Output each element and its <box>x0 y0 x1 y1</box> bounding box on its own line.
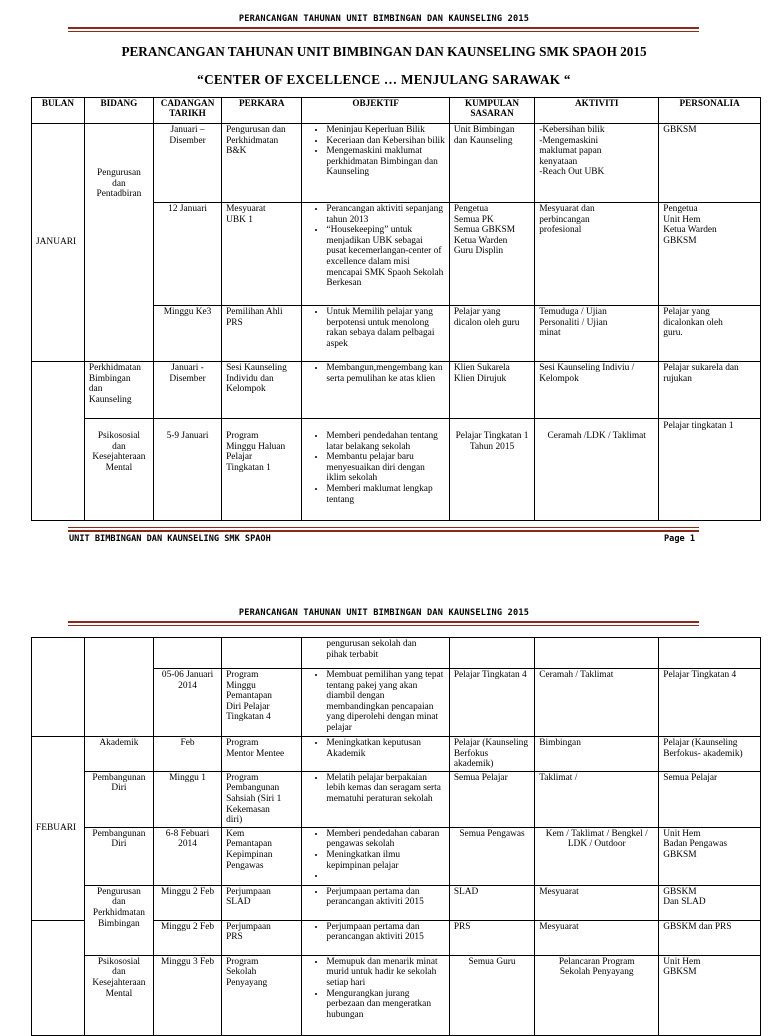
tarikh-cell: Minggu 3 Feb <box>153 955 221 1035</box>
objektif-cell <box>302 920 449 955</box>
aktiviti-cell: Sesi Kaunseling Indiviu / Kelompok <box>535 362 659 419</box>
tarikh-cell: 05-06 Januari 2014 <box>153 669 221 737</box>
plan-table-page-1 <box>31 97 761 521</box>
month-cell-empty <box>32 920 85 1035</box>
tarikh-cell: Januari – Disember <box>153 124 221 203</box>
perkara-cell: Pengurusan dan Perkhidmatan B&K <box>222 124 302 203</box>
objektif-item: • Mengurangkan jurang perbezaan dan mengeratkan hubungan <box>326 989 444 1021</box>
running-header: PERANCANGAN TAHUNAN UNIT BIMBINGAN DAN KAUNSELING 2015 <box>238 608 530 618</box>
objektif-item: • Mengemaskini maklumat perkhidmatan Bimbingan dan Kaunseling <box>326 146 444 178</box>
header-rule <box>68 27 699 32</box>
month-cell: JANUARI <box>32 124 85 362</box>
objektif-item <box>326 871 444 882</box>
aktiviti-cell: Temuduga / Ujian Personaliti / Ujian minat <box>535 306 659 362</box>
sasaran-cell: Pelajar Tingkatan 4 <box>449 669 534 737</box>
objektif-item: • Memberi maklumat lengkap tentang <box>326 484 444 505</box>
perkara-cell: Mesyuarat UBK 1 <box>222 203 302 306</box>
bidang-cell: Psikososial dan Kesejahteraan Mental <box>84 419 153 521</box>
aktiviti-cell: Taklimat / <box>535 771 659 827</box>
page-2 <box>0 600 768 1024</box>
sasaran-cell <box>449 638 534 669</box>
footer-unit-name: UNIT BIMBINGAN DAN KAUNSELING SMK SPAOH <box>69 534 271 544</box>
objektif-item: • Meningkatkan keputusan Akademik <box>326 738 444 759</box>
tarikh-cell <box>153 638 221 669</box>
aktiviti-cell <box>535 638 659 669</box>
perkara-cell: Program Minggu Haluan Pelajar Tingkatan 1 <box>222 419 302 521</box>
sasaran-cell: Pelajar yang dicalon oleh guru <box>449 306 534 362</box>
objektif-item: • Melatih pelajar berpakaian lebih kemas dan seragam serta mematuhi peraturan sekolah <box>326 773 444 805</box>
objektif-cell <box>302 203 449 306</box>
bidang-cell: Akademik <box>84 737 153 772</box>
header-rule <box>68 621 699 626</box>
aktiviti-cell: Mesyuarat <box>535 885 659 920</box>
objektif-item: • Meningkatkan ilmu kepimpinan pelajar <box>326 850 444 871</box>
tarikh-cell: 12 Januari <box>153 203 221 306</box>
personalia-cell: Unit Hem Badan Pengawas GBKSM <box>659 827 761 885</box>
month-cell: FEBUARI <box>32 737 85 921</box>
objektif-cell <box>302 885 449 920</box>
aktiviti-cell: Kem / Taklimat / Bengkel / LDK / Outdoor <box>535 827 659 885</box>
sasaran-cell: Semua Guru <box>449 955 534 1035</box>
tarikh-cell: 5-9 Januari <box>153 419 221 521</box>
objektif-cell <box>302 419 449 521</box>
personalia-cell: GBSKM dan PRS <box>659 920 761 955</box>
aktiviti-cell: Bimbingan <box>535 737 659 772</box>
objektif-item: • Untuk Memilih pelajar yang berpotensi untuk menolong rakan sebaya dalam pelbagai aspek <box>326 307 444 349</box>
personalia-cell: Unit Hem GBKSM <box>659 955 761 1035</box>
personalia-cell: Semua Pelajar <box>659 771 761 827</box>
tarikh-cell: 6-8 Febuari 2014 <box>153 827 221 885</box>
col-header: AKTIVITI <box>535 98 659 124</box>
aktiviti-cell: -Kebersihan bilik -Mengemaskini maklumat papan kenyataan -Reach Out UBK <box>535 124 659 203</box>
aktiviti-cell: Pelancaran Program Sekolah Penyayang <box>535 955 659 1035</box>
objektif-item: • Membantu pelajar baru menyesuaikan diri dengan iklim sekolah <box>326 452 444 484</box>
sasaran-cell: SLAD <box>449 885 534 920</box>
page-number: Page 1 <box>664 534 696 544</box>
objektif-item: • Membangun,mengembang kan serta pemulihan ke atas klien <box>326 363 444 384</box>
month-cell-empty <box>32 638 85 737</box>
month-cell-empty <box>32 362 85 521</box>
perkara-cell: Perjumpaan PRS <box>222 920 302 955</box>
col-header: KUMPULAN SASARAN <box>449 98 534 124</box>
personalia-cell: Pelajar Tingkatan 4 <box>659 669 761 737</box>
personalia-cell: Pengetua Unit Hem Ketua Warden GBKSM <box>659 203 761 306</box>
col-header: BULAN <box>32 98 85 124</box>
sasaran-cell: Pengetua Semua PK Semua GBKSM Ketua Warden Guru Displin <box>449 203 534 306</box>
perkara-cell: Program Mentor Mentee <box>222 737 302 772</box>
table-header-row <box>32 98 761 124</box>
running-header: PERANCANGAN TAHUNAN UNIT BIMBINGAN DAN KAUNSELING 2015 <box>238 14 530 24</box>
personalia-cell: GBSKM Dan SLAD <box>659 885 761 920</box>
objektif-cell <box>302 737 449 772</box>
tarikh-cell: Feb <box>153 737 221 772</box>
objektif-cell <box>302 955 449 1035</box>
objektif-cell <box>302 669 449 737</box>
aktiviti-cell: Mesyuarat <box>535 920 659 955</box>
bidang-cell: Pembangunan Diri <box>84 771 153 827</box>
sasaran-cell: PRS <box>449 920 534 955</box>
personalia-cell: Pelajar tingkatan 1 <box>659 419 761 521</box>
personalia-cell: Pelajar yang dicalonkan oleh guru. <box>659 306 761 362</box>
table-row <box>32 885 761 920</box>
perkara-cell: Program Pembangunan Sahsiah (Siri 1 Kekemasan diri) <box>222 771 302 827</box>
sasaran-cell: Semua Pelajar <box>449 771 534 827</box>
personalia-cell: Pelajar sukarela dan rujukan <box>659 362 761 419</box>
table-row <box>32 638 761 669</box>
objektif-item: • Memberi pendedahan cabaran pengawas sekolah <box>326 829 444 850</box>
table-row <box>32 737 761 772</box>
objektif-cell <box>302 306 449 362</box>
objektif-item: • Perjumpaan pertama dan perancangan aktiviti 2015 <box>326 887 444 908</box>
perkara-cell: Program Sekolah Penyayang <box>222 955 302 1035</box>
personalia-cell: Pelajar (Kaunseling Berfokus- akademik) <box>659 737 761 772</box>
objektif-item: • Meninjau Keperluan Bilik <box>326 125 444 136</box>
objektif-item: • Perancangan aktiviti sepanjang tahun 2013 <box>326 204 444 225</box>
table-row <box>32 955 761 1035</box>
objektif-cell <box>302 827 449 885</box>
personalia-cell: GBKSM <box>659 124 761 203</box>
objektif-cell <box>302 771 449 827</box>
perkara-cell: Sesi Kaunseling Individu dan Kelompok <box>222 362 302 419</box>
table-row <box>32 362 761 419</box>
bidang-cell: Pembangunan Diri <box>84 827 153 885</box>
col-header: CADANGAN TARIKH <box>153 98 221 124</box>
col-header: PERSONALIA <box>659 98 761 124</box>
aktiviti-cell: Mesyuarat dan perbincangan profesional <box>535 203 659 306</box>
perkara-cell <box>222 638 302 669</box>
table-row <box>32 419 761 521</box>
perkara-cell: Pemilihan Ahli PRS <box>222 306 302 362</box>
table-row <box>32 771 761 827</box>
objektif-item: • Membuat pemilihan yang tepat tentang pakej yang akan diambil dengan membandingkan pencapaian yang diperolehi dengan minat pelajar <box>326 670 444 734</box>
objektif-item: • “Housekeeping” untuk menjadikan UBK sebagai pusat kecemerlangan-center of excellence dalam misi mencapai SMK Spaoh Sekolah Berkesan <box>326 225 444 289</box>
tarikh-cell: Januari - Disember <box>153 362 221 419</box>
table-row <box>32 124 761 203</box>
document-title: PERANCANGAN TAHUNAN UNIT BIMBINGAN DAN KAUNSELING SMK SPAOH 2015 <box>121 44 647 59</box>
bidang-cell: Pengurusan dan Perkhidmatan Bimbingan <box>84 885 153 955</box>
objektif-cell <box>302 124 449 203</box>
sasaran-cell: Pelajar Tingkatan 1 Tahun 2015 <box>449 419 534 521</box>
tarikh-cell: Minggu 2 Feb <box>153 920 221 955</box>
tarikh-cell: Minggu 2 Feb <box>153 885 221 920</box>
col-header: BIDANG <box>84 98 153 124</box>
bidang-cell: Perkhidmatan Bimbingan dan Kaunseling <box>84 362 153 419</box>
objektif-item: • Memupuk dan menarik minat murid untuk hadir ke sekolah setiap hari <box>326 957 444 989</box>
tarikh-cell: Minggu Ke3 <box>153 306 221 362</box>
perkara-cell: Kem Pemantapan Kepimpinan Pengawas <box>222 827 302 885</box>
bidang-cell: Pengurusan dan Pentadbiran <box>84 124 153 362</box>
document-slogan: “CENTER OF EXCELLENCE … MENJULANG SARAWAK “ <box>197 72 571 87</box>
personalia-cell <box>659 638 761 669</box>
tarikh-cell: Minggu 1 <box>153 771 221 827</box>
objektif-cell: pengurusan sekolah dan pihak terbabit <box>302 638 449 669</box>
objektif-item: • Keceriaan dan Kebersihan bilik <box>326 136 444 147</box>
aktiviti-cell: Ceramah /LDK / Taklimat <box>535 419 659 521</box>
plan-table-page-2 <box>31 637 761 1036</box>
aktiviti-cell: Ceramah / Taklimat <box>535 669 659 737</box>
sasaran-cell: Unit Bimbingan dan Kaunseling <box>449 124 534 203</box>
bidang-cell-empty <box>84 638 153 737</box>
objektif-item: • Memberi pendedahan tentang latar belakang sekolah <box>326 431 444 452</box>
sasaran-cell: Semua Pengawas <box>449 827 534 885</box>
sasaran-cell: Klien Sukarela Klien Dirujuk <box>449 362 534 419</box>
perkara-cell: Perjumpaan SLAD <box>222 885 302 920</box>
col-header: PERKARA <box>222 98 302 124</box>
sasaran-cell: Pelajar (Kaunseling Berfokus akademik) <box>449 737 534 772</box>
table-row <box>32 827 761 885</box>
bidang-cell: Psikososial dan Kesejahteraan Mental <box>84 955 153 1035</box>
col-header: OBJEKTIF <box>302 98 449 124</box>
objektif-cell <box>302 362 449 419</box>
footer-rule <box>68 527 699 532</box>
objektif-item: • Perjumpaan pertama dan perancangan aktiviti 2015 <box>326 922 444 943</box>
perkara-cell: Program Minggu Pemantapan Diri Pelajar Tingkatan 4 <box>222 669 302 737</box>
